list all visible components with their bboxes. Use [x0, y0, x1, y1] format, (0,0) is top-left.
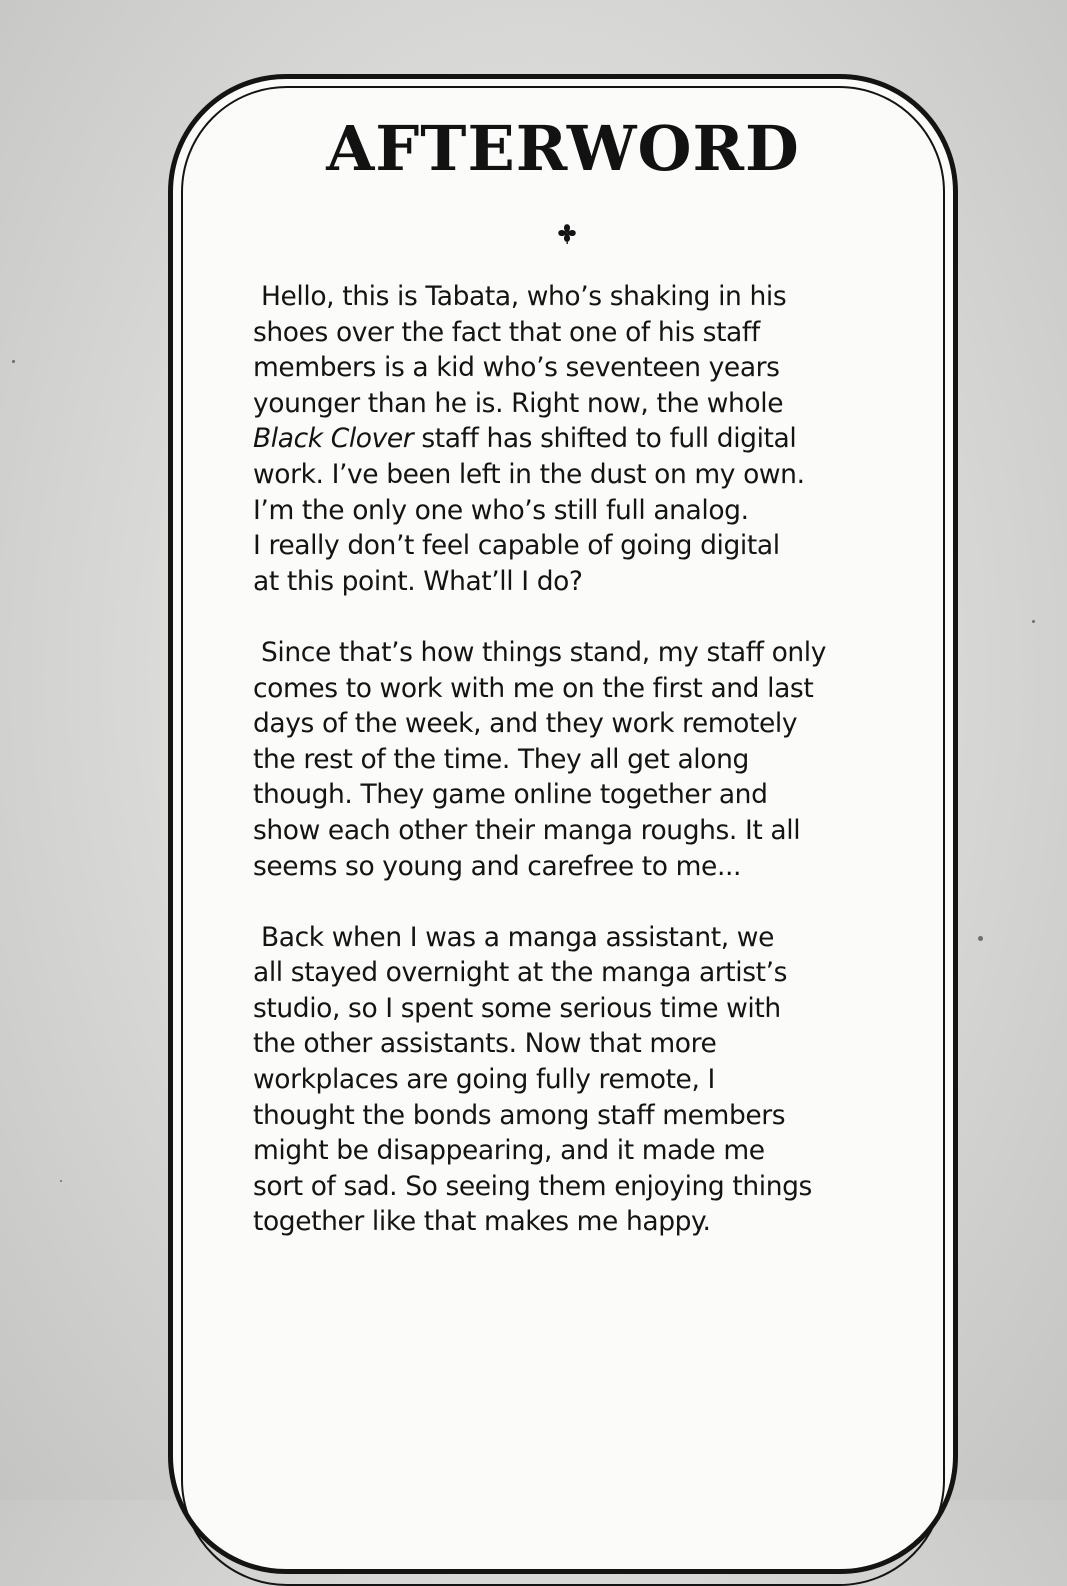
text-line: thought the bonds among staff members — [253, 1099, 786, 1131]
paper-speck — [978, 936, 983, 941]
text-line: comes to work with me on the first and last — [253, 672, 814, 704]
paragraph — [253, 279, 913, 599]
paper-speck — [1032, 620, 1035, 623]
text-line: might be disappearing, and it made me — [253, 1135, 765, 1167]
text-line: show each other their manga roughs. It all — [253, 814, 801, 846]
text-line: the rest of the time. They all get along — [253, 743, 749, 775]
text-line — [253, 421, 913, 457]
series-title: Black Clover — [253, 423, 414, 455]
afterword-body — [253, 279, 913, 1276]
text-line: work. I’ve been left in the dust on my own. — [253, 458, 805, 490]
text-line: I’m the only one who’s still full analog. — [253, 494, 749, 526]
text-line: all stayed overnight at the manga artist’s — [253, 957, 788, 989]
paragraph — [253, 920, 913, 1240]
text-line: though. They game online together and — [253, 779, 768, 811]
text-line: together like that makes me happy. — [253, 1206, 711, 1238]
paper-speck — [12, 360, 15, 363]
text-line: members is a kid who’s seventeen years — [253, 352, 780, 384]
paragraph — [253, 635, 913, 884]
text-line: Back when I was a manga assistant, we — [261, 921, 774, 953]
text-line: at this point. What’ll I do? — [253, 565, 583, 597]
paper-speck — [60, 1180, 62, 1182]
text-line: workplaces are going fully remote, I — [253, 1064, 715, 1096]
text-line-rest: staff has shifted to full digital — [413, 423, 797, 455]
text-line: I really don’t feel capable of going digital — [253, 530, 780, 562]
text-line: sort of sad. So seeing them enjoying things — [253, 1170, 812, 1202]
text-line: studio, so I spent some serious time with — [253, 992, 781, 1024]
text-line: shoes over the fact that one of his staff — [253, 316, 760, 348]
clover-icon — [555, 222, 579, 246]
text-line: younger than he is. Right now, the whole — [253, 387, 784, 419]
text-line: Since that’s how things stand, my staff only — [261, 636, 827, 668]
page-title: AFTERWORD — [326, 112, 800, 185]
text-line: days of the week, and they work remotely — [253, 708, 798, 740]
text-line: seems so young and carefree to me... — [253, 850, 742, 882]
text-line: Hello, this is Tabata, who’s shaking in his — [261, 281, 787, 312]
text-line: the other assistants. Now that more — [253, 1028, 717, 1060]
